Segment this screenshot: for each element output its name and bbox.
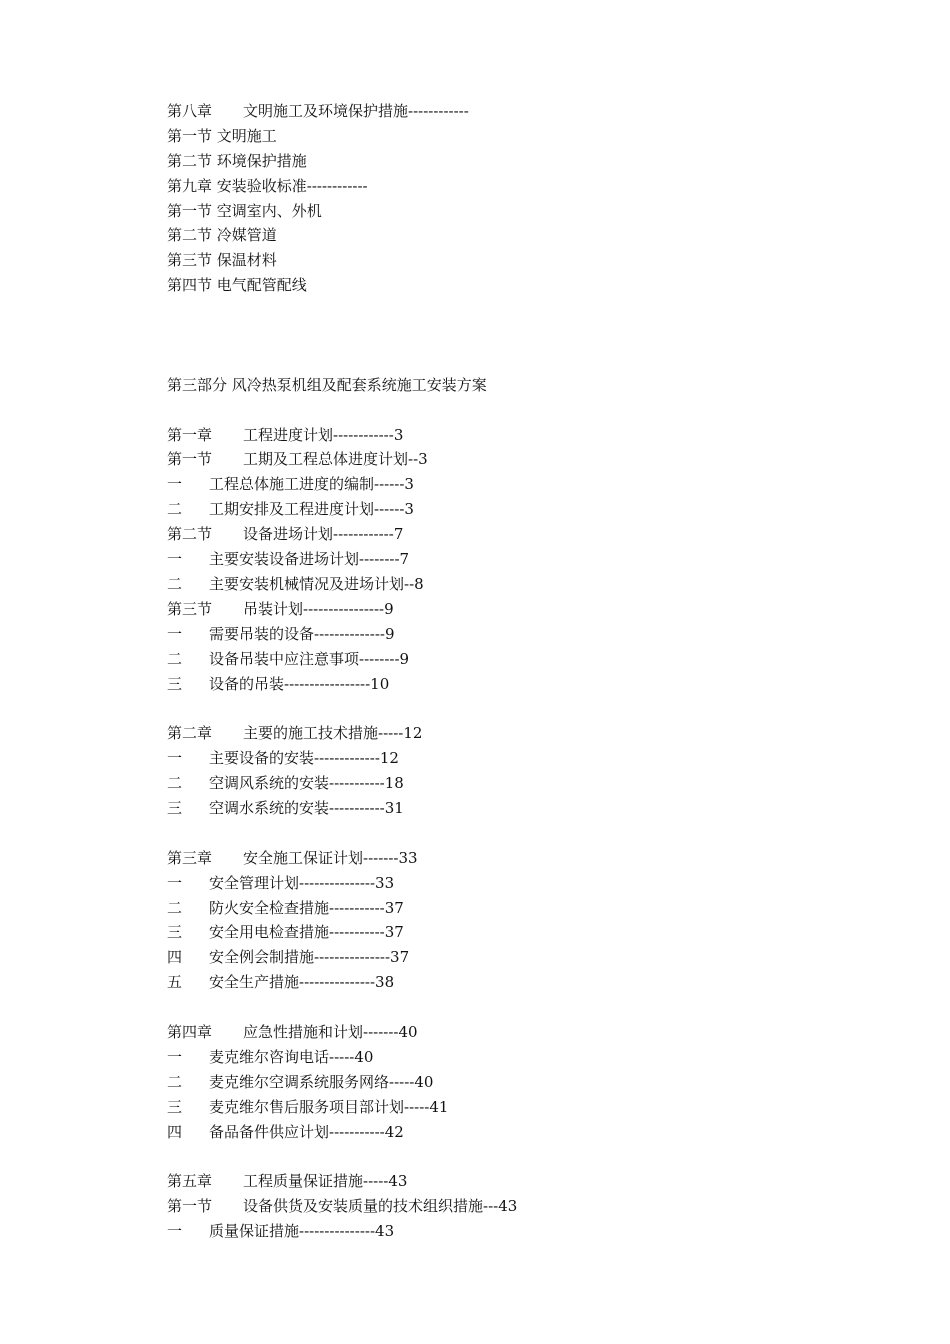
toc-chapter-line xyxy=(167,99,887,124)
toc-block-part2-end xyxy=(167,99,887,298)
toc-chapter-block xyxy=(167,1169,887,1244)
toc-item-line xyxy=(167,945,887,970)
toc-chapter-block xyxy=(167,423,887,697)
toc-line-text: 第二节 冷媒管道 xyxy=(167,226,277,245)
toc-item-line xyxy=(167,771,887,796)
toc-line-text: 安全管理计划---------------33 xyxy=(209,873,395,892)
toc-line xyxy=(167,124,887,149)
toc-line xyxy=(167,199,887,224)
toc-line-text: 需要吊装的设备--------------9 xyxy=(209,624,395,643)
toc-line-label: 一 xyxy=(167,624,183,643)
toc-line-text: 安全用电检查措施-----------37 xyxy=(209,923,404,942)
toc-line-label: 第一章 xyxy=(167,425,213,444)
toc-line-label: 三 xyxy=(167,674,183,693)
toc-line-text: 第一节 文明施工 xyxy=(167,126,277,145)
table-of-contents xyxy=(167,99,887,1244)
toc-line-label: 第三节 xyxy=(167,599,213,618)
toc-line-text: 第四节 电气配管配线 xyxy=(167,276,307,295)
toc-section-line xyxy=(167,597,887,622)
toc-line-label: 第二节 xyxy=(167,525,213,544)
toc-item-line xyxy=(167,497,887,522)
toc-line-label: 一 xyxy=(167,475,183,494)
toc-line-text: 麦克维尔空调系统服务网络-----40 xyxy=(209,1072,434,1091)
toc-line-label: 二 xyxy=(167,1072,183,1091)
toc-item-line xyxy=(167,472,887,497)
toc-line-label: 第四章 xyxy=(167,1022,213,1041)
toc-line-text: 主要安装机械情况及进场计划--8 xyxy=(209,574,424,593)
toc-line-text: 设备的吊装-----------------10 xyxy=(209,674,390,693)
toc-line xyxy=(167,273,887,298)
toc-line-text: 麦克维尔售后服务项目部计划-----41 xyxy=(209,1097,449,1116)
toc-item-line xyxy=(167,1120,887,1145)
toc-item-line xyxy=(167,1219,887,1244)
toc-line-text: 应急性措施和计划-------40 xyxy=(243,1022,418,1041)
toc-line-text: 安全施工保证计划-------33 xyxy=(243,848,418,867)
toc-line-text: 主要设备的安装-------------12 xyxy=(209,749,399,768)
toc-line-text: 工程质量保证措施-----43 xyxy=(243,1172,408,1191)
toc-chapter-line xyxy=(167,423,887,448)
toc-item-line xyxy=(167,920,887,945)
part-title: 第三部分 风冷热泵机组及配套系统施工安装方案 xyxy=(167,375,487,394)
toc-item-line xyxy=(167,1095,887,1120)
toc-item-line xyxy=(167,647,887,672)
toc-line-text: 质量保证措施---------------43 xyxy=(209,1222,395,1241)
toc-line-label: 一 xyxy=(167,873,183,892)
toc-item-line xyxy=(167,572,887,597)
toc-line-label: 一 xyxy=(167,1047,183,1066)
toc-line-text: 防火安全检查措施-----------37 xyxy=(209,898,404,917)
toc-item-line xyxy=(167,547,887,572)
toc-line-label: 一 xyxy=(167,550,183,569)
toc-line-text: 设备供货及安装质量的技术组织措施---43 xyxy=(243,1197,518,1216)
toc-item-line xyxy=(167,970,887,995)
toc-line-label: 三 xyxy=(167,798,183,817)
toc-line-text: 麦克维尔咨询电话-----40 xyxy=(209,1047,374,1066)
toc-line-text: 第三节 保温材料 xyxy=(167,251,277,270)
toc-line-label: 四 xyxy=(167,948,183,967)
toc-line-label: 五 xyxy=(167,973,183,992)
toc-line-text: 吊装计划----------------9 xyxy=(243,599,394,618)
toc-line-label: 第三章 xyxy=(167,848,213,867)
toc-line-label: 第五章 xyxy=(167,1172,213,1191)
toc-line-label: 三 xyxy=(167,923,183,942)
toc-item-line xyxy=(167,622,887,647)
toc-chapter-line xyxy=(167,721,887,746)
toc-chapter-block xyxy=(167,846,887,995)
toc-chapter-block xyxy=(167,1020,887,1144)
spacer xyxy=(167,398,887,423)
toc-line-text: 工期安排及工程进度计划------3 xyxy=(209,500,414,519)
toc-line-text: 安全例会制措施---------------37 xyxy=(209,948,410,967)
spacer xyxy=(167,298,887,373)
toc-chapter-block xyxy=(167,721,887,821)
spacer xyxy=(167,696,887,721)
toc-item-line xyxy=(167,871,887,896)
toc-line-label: 第八章 xyxy=(167,102,213,120)
toc-line-text: 工程总体施工进度的编制------3 xyxy=(209,475,414,494)
toc-line xyxy=(167,149,887,174)
toc-line-text: 第九章 安装验收标准------------ xyxy=(167,176,368,195)
toc-line-label: 第二章 xyxy=(167,724,213,743)
spacer xyxy=(167,1144,887,1169)
toc-line-text: 第二节 环境保护措施 xyxy=(167,151,307,170)
toc-line-text: 设备进场计划------------7 xyxy=(243,525,404,544)
toc-line-label: 二 xyxy=(167,649,183,668)
toc-line-label: 二 xyxy=(167,574,183,593)
toc-line-text: 工期及工程总体进度计划--3 xyxy=(243,450,428,469)
toc-chapter-line xyxy=(167,846,887,871)
toc-line-label: 第一节 xyxy=(167,450,213,469)
toc-line-text: 第一节 空调室内、外机 xyxy=(167,201,322,220)
toc-item-line xyxy=(167,1045,887,1070)
toc-item-line xyxy=(167,1070,887,1095)
toc-line-label: 第一节 xyxy=(167,1197,213,1216)
toc-line xyxy=(167,248,887,273)
toc-item-line xyxy=(167,672,887,697)
toc-line xyxy=(167,223,887,248)
toc-line-text: 主要的施工技术措施-----12 xyxy=(243,724,423,743)
toc-line-text: 安全生产措施---------------38 xyxy=(209,973,395,992)
toc-line-label: 四 xyxy=(167,1122,183,1141)
toc-line-label: 一 xyxy=(167,749,183,768)
toc-line-text: 空调风系统的安装-----------18 xyxy=(209,774,404,793)
toc-line-label: 一 xyxy=(167,1222,183,1241)
toc-line-label: 二 xyxy=(167,500,183,519)
toc-line-label: 二 xyxy=(167,898,183,917)
toc-line xyxy=(167,174,887,199)
toc-line-text: 文明施工及环境保护措施------------ xyxy=(243,102,469,120)
toc-line-text: 主要安装设备进场计划--------7 xyxy=(209,550,410,569)
toc-line-text: 空调水系统的安装-----------31 xyxy=(209,798,404,817)
toc-chapter-line xyxy=(167,1169,887,1194)
toc-section-line xyxy=(167,447,887,472)
toc-item-line xyxy=(167,796,887,821)
toc-item-line xyxy=(167,896,887,921)
toc-section-line xyxy=(167,1194,887,1219)
toc-line-text: 备品备件供应计划-----------42 xyxy=(209,1122,404,1141)
toc-line-text: 工程进度计划------------3 xyxy=(243,425,404,444)
toc-line-label: 三 xyxy=(167,1097,183,1116)
toc-line-text: 设备吊装中应注意事项--------9 xyxy=(209,649,410,668)
spacer xyxy=(167,821,887,846)
spacer xyxy=(167,995,887,1020)
toc-chapter-line xyxy=(167,1020,887,1045)
toc-section-line xyxy=(167,522,887,547)
toc-item-line xyxy=(167,746,887,771)
toc-line-label: 二 xyxy=(167,774,183,793)
